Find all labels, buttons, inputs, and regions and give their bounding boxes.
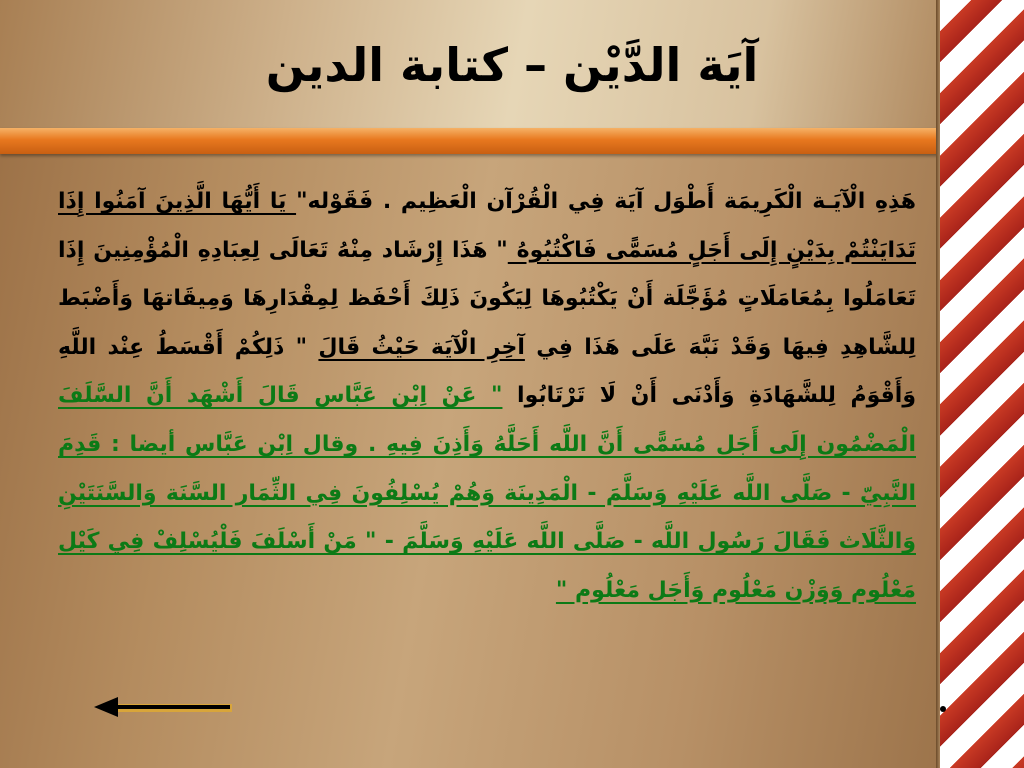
slide-body	[58, 178, 916, 615]
back-arrow-button[interactable]	[92, 694, 236, 720]
paragraph-explanation: " هَذَا إِرْشَاد مِنْهُ تَعَالَى لِعِبَادِهِ الْمُؤْمِنِينَ إِذَا تَعَامَلُوا بِمُعَامَلَاتٍ مُؤَجَّلَة أَنْ يَكْتُبُوهَا لِيَكُونَ ذَلِكَ أَحْفَظ لِمِقْدَارِهَا وَمِيقَاتهَا وَأَضْبَط لِلشَّاهِدِ فِيهَا وَقَدْ نَبَّهَ عَلَى هَذَا فِي	[58, 237, 916, 360]
quran-quote-2: " ذَلِكُمْ أَقْسَطُ عِنْد اللَّهِ وَأَقْوَمُ لِلشَّهَادَةِ وَأَدْنَى أَنْ لَا تَرْتَابُوا	[58, 334, 916, 409]
paragraph-intro: هَذِهِ الْآيَـة الْكَرِيمَة أَطْوَل آيَة فِي الْقُرْآن الْعَظِيم . فَقَوْله"	[296, 189, 916, 214]
dot-marker	[940, 706, 946, 712]
orange-divider	[0, 128, 978, 154]
left-arrow-icon	[92, 694, 236, 720]
decorative-stripe	[940, 0, 1024, 768]
hadith-quote: " عَنْ اِبْن عَبَّاس قَالَ أَشْهَد أَنَّ السَّلَفَ الْمَضْمُون إِلَى أَجَل مُسَمًّى أَنَّ اللَّه أَحَلَّهُ وَأَذِنَ فِيهِ . وقال اِبْن عَبَّاس أيضا : قَدِمَ النَّبِيّ - صَلَّى اللَّه عَلَيْهِ وَسَلَّمَ - الْمَدِينَة وَهُمْ يُسْلِفُونَ فِي الثِّمَار السَّنَة وَالسَّنَتَيْنِ وَالثَّلَاث فَقَالَ رَسُول اللَّه - صَلَّى اللَّه عَلَيْهِ وَسَلَّمَ - " مَنْ أَسْلَفَ فَلْيُسْلِفْ فِي كَيْل مَعْلُوم وَوَزْن مَعْلُوم وَأَجَل مَعْلُوم "	[58, 383, 916, 603]
slide-title: آيَة الدَّيْن – كتابة الدين	[265, 38, 759, 92]
quran-quote-1: يَا أَيُّهَا الَّذِينَ آمَنُوا إِذَا تَدَايَنْتُمْ بِدَيْنٍ إِلَى أَجَلٍ مُسَمًّى فَاكْتُبُوهُ	[58, 189, 917, 263]
verse-reference: آخِرِ الْآيَة حَيْثُ قَالَ	[318, 334, 525, 360]
